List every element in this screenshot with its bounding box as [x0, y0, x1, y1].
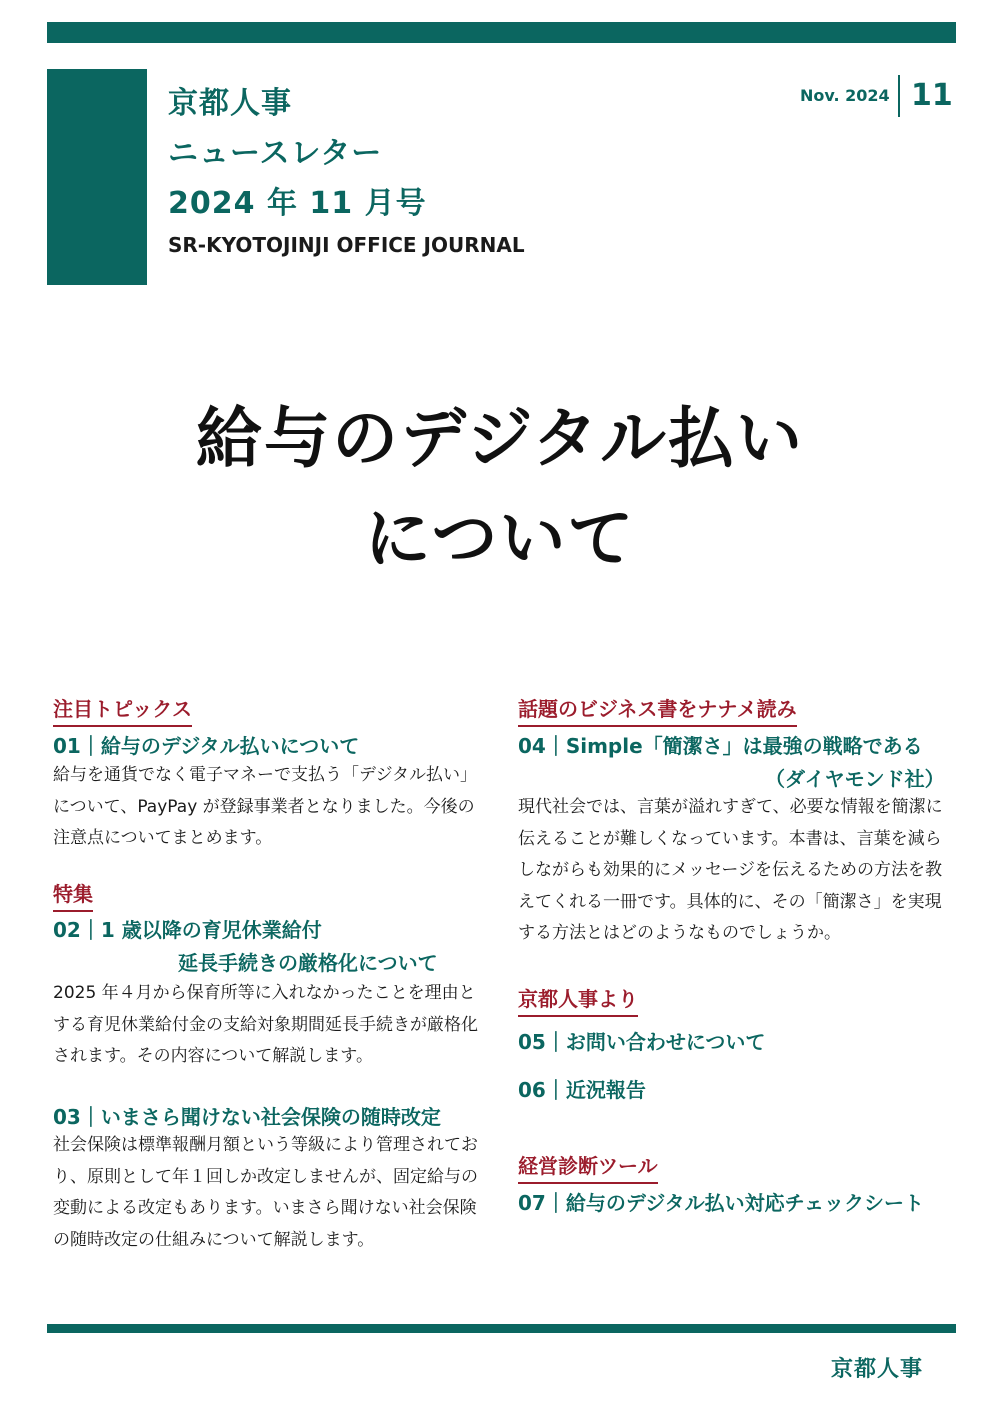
newsletter-title-line-1: 京都人事: [168, 86, 292, 121]
masthead-block: [47, 69, 147, 285]
issue-date: Nov. 2024: [800, 86, 890, 105]
journal-subtitle: SR-KYOTOJINJI OFFICE JOURNAL: [168, 233, 525, 257]
date-divider: [898, 75, 900, 117]
issue-number: 11: [911, 78, 953, 113]
article-04-title-line-1[interactable]: 04｜Simple「簡潔さ」は最強の戦略である: [518, 734, 923, 758]
bottom-band: [47, 1324, 956, 1333]
category-business-books: 話題のビジネス書をナナメ読み: [518, 693, 797, 727]
article-06-title[interactable]: 06｜近況報告: [518, 1078, 646, 1102]
article-03-title[interactable]: 03｜いまさら聞けない社会保険の随時改定: [53, 1105, 441, 1129]
footer-logo: 京都人事: [831, 1357, 924, 1382]
headline-line-2: について: [364, 500, 636, 577]
article-04-title-line-2[interactable]: （ダイヤモンド社）: [765, 767, 945, 791]
category-management-tools: 経営診断ツール: [518, 1150, 658, 1184]
article-04-summary: 現代社会では、言葉が溢れすぎて、必要な情報を簡潔に伝えることが難しくなっています。本書は、言葉を減らしながらも効果的にメッセージを伝えるための方法を教えてくれる一冊です。具体的に、その「簡潔さ」を実現する方法とはどのようなものでしょうか。: [518, 797, 943, 943]
article-03-summary: 社会保険は標準報酬月額という等級により管理されており、原則として年１回しか改定しませんが、固定給与の変動による改定もあります。いまさら聞けない社会保険の随時改定の仕組みについて解説します。: [53, 1135, 478, 1250]
article-01-title[interactable]: 01｜給与のデジタル払いについて: [53, 734, 360, 758]
top-band: [47, 22, 956, 43]
newsletter-title-line-2: ニュースレター: [168, 136, 383, 171]
article-07-title[interactable]: 07｜給与のデジタル払い対応チェックシート: [518, 1191, 925, 1215]
newsletter-title-line-3: 2024 年 11 月号: [168, 186, 427, 221]
article-02-title-line-2[interactable]: 延長手続きの厳格化について: [178, 951, 438, 975]
article-02-summary: 2025 年４月から保育所等に入れなかったことを理由とする育児休業給付金の支給対象期間延長手続きが厳格化されます。その内容について解説します。: [53, 983, 478, 1066]
headline-line-1: 給与のデジタル払い: [195, 400, 805, 477]
article-02-title-line-1[interactable]: 02｜1 歳以降の育児休業給付: [53, 918, 322, 942]
article-05-title[interactable]: 05｜お問い合わせについて: [518, 1030, 766, 1054]
category-featured-topics: 注目トピックス: [53, 693, 192, 727]
category-special-feature: 特集: [53, 878, 93, 912]
article-01-summary: 給与を通貨でなく電子マネーで支払う「デジタル払い」について、PayPay が登録事業者となりました。今後の注意点についてまとめます。: [53, 765, 477, 848]
category-from-kyotojinji: 京都人事より: [518, 983, 638, 1017]
